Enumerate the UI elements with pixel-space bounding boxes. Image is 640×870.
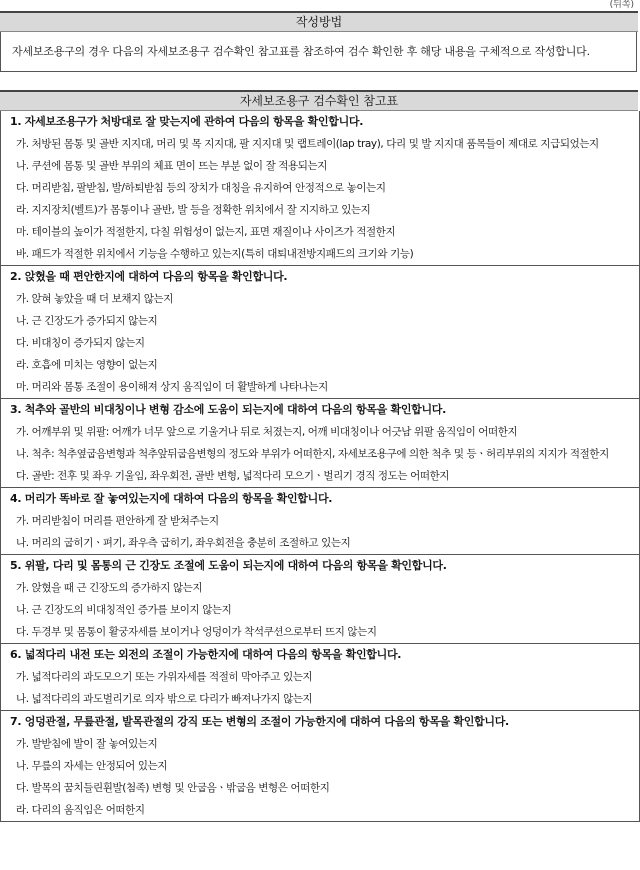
checklist-item: 다. 머리받침, 팔받침, 발/하퇴받침 등의 장치가 대칭을 유지하여 안정적으로 놓이는지 bbox=[16, 182, 386, 194]
checklist-item: 나. 근 긴장도의 비대칭적인 증가를 보이지 않는지 bbox=[16, 604, 232, 616]
page-side-label: (뒤쪽) bbox=[609, 0, 634, 10]
checklist-item: 나. 쿠션에 몸통 및 골반 부위의 체표 면이 뜨는 부분 없이 잘 적용되는지 bbox=[16, 160, 327, 172]
section-title: 1. 자세보조용구가 처방대로 잘 맞는지에 관하여 다음의 항목을 확인합니다. bbox=[10, 115, 364, 128]
checklist-section-6 bbox=[1, 644, 639, 711]
checklist-item: 가. 머리받침이 머리를 편안하게 잘 받쳐주는지 bbox=[16, 515, 219, 527]
table-header: 자세보조용구 검수확인 참고표 bbox=[0, 90, 638, 111]
checklist-item: 가. 앉혀 놓았을 때 더 보채지 않는지 bbox=[16, 293, 173, 305]
section-title: 4. 머리가 똑바로 잘 놓여있는지에 대하여 다음의 항목을 확인합니다. bbox=[10, 492, 333, 505]
checklist-item: 마. 테이블의 높이가 적절한지, 다칠 위험성이 없는지, 표면 재질이나 사이즈가 적절한지 bbox=[16, 226, 396, 238]
checklist-item: 가. 어깨부위 및 위팔: 어깨가 너무 앞으로 기울거나 뒤로 처졌는지, 어깨 비대칭이나 어긋남 위팔 움직임이 어떠한지 bbox=[16, 426, 518, 438]
checklist-item: 라. 다리의 움직임은 어떠한지 bbox=[16, 804, 145, 816]
checklist-item: 다. 발목의 꿈치들린휜발(첨족) 변형 및 안굽음ㆍ밖굽음 변형은 어떠한지 bbox=[16, 782, 330, 794]
checklist-item: 나. 근 긴장도가 증가되지 않는지 bbox=[16, 315, 158, 327]
section-title: 6. 넓적다리 내전 또는 외전의 조절이 가능한지에 대하여 다음의 항목을 확인합니다. bbox=[10, 648, 402, 661]
checklist-item: 다. 골반: 전후 및 좌우 기울임, 좌우회전, 골반 변형, 넓적다리 모으기ㆍ벌리기 경직 정도는 어떠한지 bbox=[16, 470, 450, 482]
checklist-item: 라. 호흡에 미치는 영향이 없는지 bbox=[16, 359, 158, 371]
checklist-item: 가. 앉혔을 때 근 긴장도의 증가하지 않는지 bbox=[16, 582, 203, 594]
checklist-item: 라. 지지장치(벨트)가 몸통이나 골반, 발 등을 정확한 위치에서 잘 지지하고 있는지 bbox=[16, 204, 371, 216]
section-title: 2. 앉혔을 때 편안한지에 대하여 다음의 항목을 확인합니다. bbox=[10, 270, 288, 283]
checklist-section-3 bbox=[1, 399, 639, 488]
checklist-item: 바. 패드가 적절한 위치에서 기능을 수행하고 있는지(특히 대퇴내전방지패드의 크기와 기능) bbox=[16, 248, 414, 260]
checklist-item: 나. 머리의 굽히기ㆍ펴기, 좌우측 굽히기, 좌우회전을 충분히 조절하고 있는지 bbox=[16, 537, 351, 549]
checklist-item: 다. 비대칭이 증가되지 않는지 bbox=[16, 337, 145, 349]
checklist-section-4 bbox=[1, 488, 639, 555]
section-title: 5. 위팔, 다리 및 몸통의 근 긴장도 조절에 도움이 되는지에 대하여 다음의 항목을 확인합니다. bbox=[10, 559, 447, 572]
section-title: 3. 척추와 골반의 비대칭이나 변형 감소에 도움이 되는지에 대하여 다음의 항목을 확인합니다. bbox=[10, 403, 446, 416]
checklist-section-7 bbox=[1, 711, 639, 822]
checklist-section-1 bbox=[1, 111, 639, 266]
checklist-section-5 bbox=[1, 555, 639, 644]
checklist-item: 다. 두경부 및 몸통이 활궁자세를 보이거나 엉덩이가 착석쿠션으로부터 뜨지 않는지 bbox=[16, 626, 377, 638]
checklist-section-2 bbox=[1, 266, 639, 399]
checklist-item: 나. 넓적다리의 과도벌리기로 의자 밖으로 다리가 빠져나가지 않는지 bbox=[16, 693, 313, 705]
method-text: 자세보조용구의 경우 다음의 자세보조용구 검수확인 참고표를 참조하여 검수 확인한 후 해당 내용을 구체적으로 작성합니다. bbox=[0, 32, 637, 72]
section-title: 7. 엉덩관절, 무릎관절, 발목관절의 강직 또는 변형의 조절이 가능한지에 대하여 다음의 항목을 확인합니다. bbox=[10, 715, 509, 728]
checklist-item: 가. 발받침에 발이 잘 놓여있는지 bbox=[16, 738, 158, 750]
checklist-item: 나. 무릎의 자세는 안정되어 있는지 bbox=[16, 760, 168, 772]
checklist-item: 가. 처방된 몸통 및 골반 지지대, 머리 및 목 지지대, 팔 지지대 및 랩트레이(lap tray), 다리 및 발 지지대 품목들이 제대로 지급되었는지 bbox=[16, 138, 599, 150]
checklist-item: 마. 머리와 몸통 조절이 용이해져 상지 움직임이 더 활발하게 나타나는지 bbox=[16, 381, 328, 393]
checklist-table bbox=[0, 111, 640, 822]
method-header: 작성방법 bbox=[0, 11, 638, 32]
checklist-item: 가. 넓적다리의 과도모으기 또는 가위자세를 적절히 막아주고 있는지 bbox=[16, 671, 313, 683]
checklist-item: 나. 척추: 척추옆굽음변형과 척추앞뒤굽음변형의 정도와 부위가 어떠한지, 자세보조용구에 의한 척추 및 등ㆍ허리부위의 지지가 적절한지 bbox=[16, 448, 609, 460]
